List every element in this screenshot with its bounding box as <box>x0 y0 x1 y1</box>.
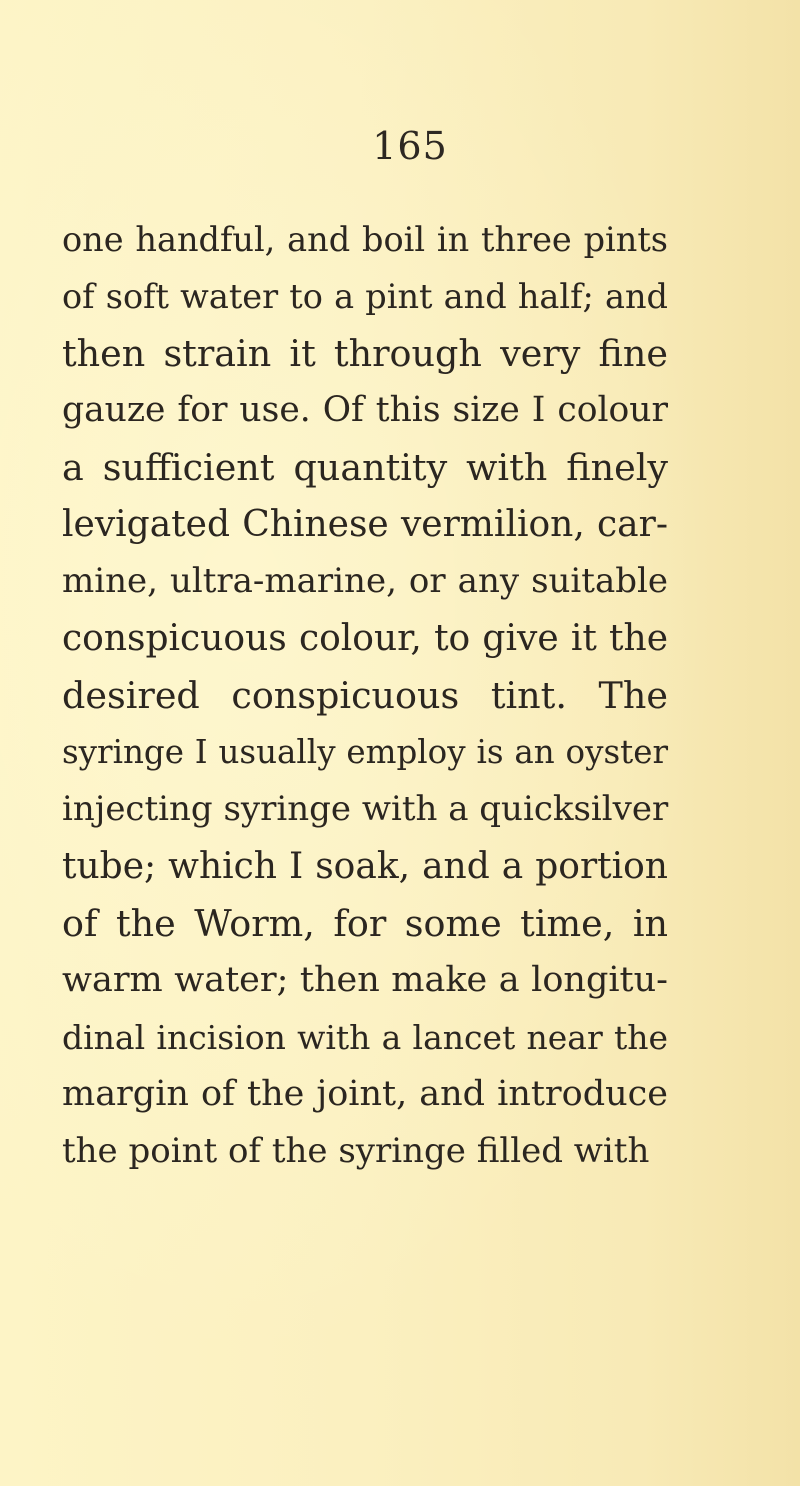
text-line: of the Worm, for some time, in <box>62 902 668 945</box>
text-line: a sufficient quantity with finely <box>62 446 668 489</box>
text-line: warm water; then make a longitu- <box>62 960 668 1000</box>
text-line: injecting syringe with a quicksilver <box>62 789 669 829</box>
text-line: levigated Chinese vermilion, car- <box>62 504 668 545</box>
body-text <box>62 211 668 1180</box>
text-line: the point of the syringe filled with <box>62 1131 650 1171</box>
page-number: 165 <box>372 124 448 168</box>
text-line: of soft water to a pint and half; and <box>62 277 668 316</box>
text-line: margin of the joint, and introduce <box>62 1074 668 1114</box>
text-line: tube; which I soak, and a portion <box>62 846 668 887</box>
text-line: gauze for use. Of this size I colour <box>62 390 668 430</box>
text-line: desired conspicuous tint. The <box>62 674 668 717</box>
text-line: dinal incision with a lancet near the <box>62 1018 668 1057</box>
text-line: one handful, and boil in three pints <box>62 220 668 259</box>
text-line: then strain it through very fine <box>62 332 668 375</box>
text-line: syringe I usually employ is an oyster <box>62 733 668 771</box>
text-line: conspicuous colour, to give it the <box>62 618 668 659</box>
text-line: mine, ultra-marine, or any suitable <box>62 561 668 601</box>
